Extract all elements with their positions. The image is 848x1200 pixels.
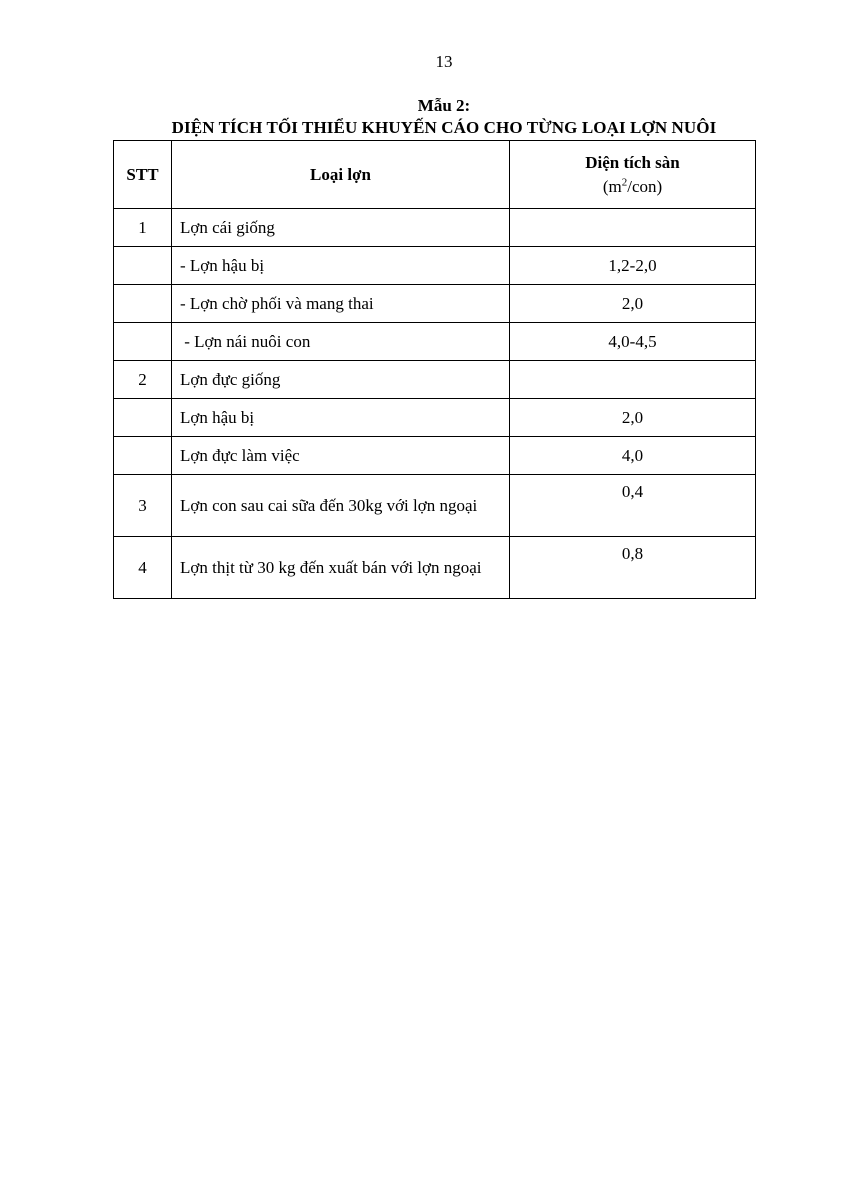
- table-row: [114, 323, 756, 361]
- area-table: [113, 140, 756, 599]
- table-row: [114, 437, 756, 475]
- table-row: [114, 537, 756, 599]
- cell-stt: [114, 247, 172, 285]
- cell-pig-type: Lợn đực giống: [172, 361, 510, 399]
- table-row: [114, 399, 756, 437]
- header-stt: STT: [114, 141, 172, 209]
- page-number: 13: [435, 52, 453, 71]
- header-pig-type: Loại lợn: [172, 141, 510, 209]
- table-row: [114, 247, 756, 285]
- cell-area: 1,2-2,0: [510, 247, 756, 285]
- table-header-row: [114, 141, 756, 209]
- cell-stt: 1: [114, 209, 172, 247]
- table-row: [114, 475, 756, 537]
- cell-area: [510, 209, 756, 247]
- cell-area: 2,0: [510, 399, 756, 437]
- cell-area: 0,8: [510, 537, 756, 599]
- cell-pig-type: Lợn đực làm việc: [172, 437, 510, 475]
- cell-stt: 3: [114, 475, 172, 537]
- cell-area: 4,0: [510, 437, 756, 475]
- table-row: [114, 285, 756, 323]
- cell-stt: [114, 285, 172, 323]
- cell-stt: 2: [114, 361, 172, 399]
- document-title: DIỆN TÍCH TỐI THIỂU KHUYẾN CÁO CHO TỪNG LOẠI LỢN NUÔI: [171, 118, 717, 137]
- form-title: Mẫu 2:: [417, 96, 471, 115]
- cell-stt: [114, 323, 172, 361]
- cell-pig-type: - Lợn nái nuôi con: [172, 323, 510, 361]
- cell-area: 0,4: [510, 475, 756, 537]
- header-floor-area-unit: $(m^2/con)$: [602, 175, 663, 196]
- cell-stt: 4: [114, 537, 172, 599]
- cell-pig-type: Lợn con sau cai sữa đến 30kg với lợn ngoại: [172, 475, 510, 537]
- cell-stt: [114, 437, 172, 475]
- cell-pig-type: Lợn hậu bị: [172, 399, 510, 437]
- cell-area: [510, 361, 756, 399]
- header-floor-area-label: Diện tích sàn: [585, 152, 680, 172]
- cell-area: 4,0-4,5: [510, 323, 756, 361]
- cell-pig-type: - Lợn chờ phối và mang thai: [172, 285, 510, 323]
- cell-stt: [114, 399, 172, 437]
- header-floor-area: [510, 141, 756, 209]
- table-row: [114, 361, 756, 399]
- table-row: [114, 209, 756, 247]
- cell-pig-type: Lợn thịt từ 30 kg đến xuất bán với lợn ngoại: [172, 537, 510, 599]
- cell-pig-type: Lợn cái giống: [172, 209, 510, 247]
- cell-area: 2,0: [510, 285, 756, 323]
- cell-pig-type: - Lợn hậu bị: [172, 247, 510, 285]
